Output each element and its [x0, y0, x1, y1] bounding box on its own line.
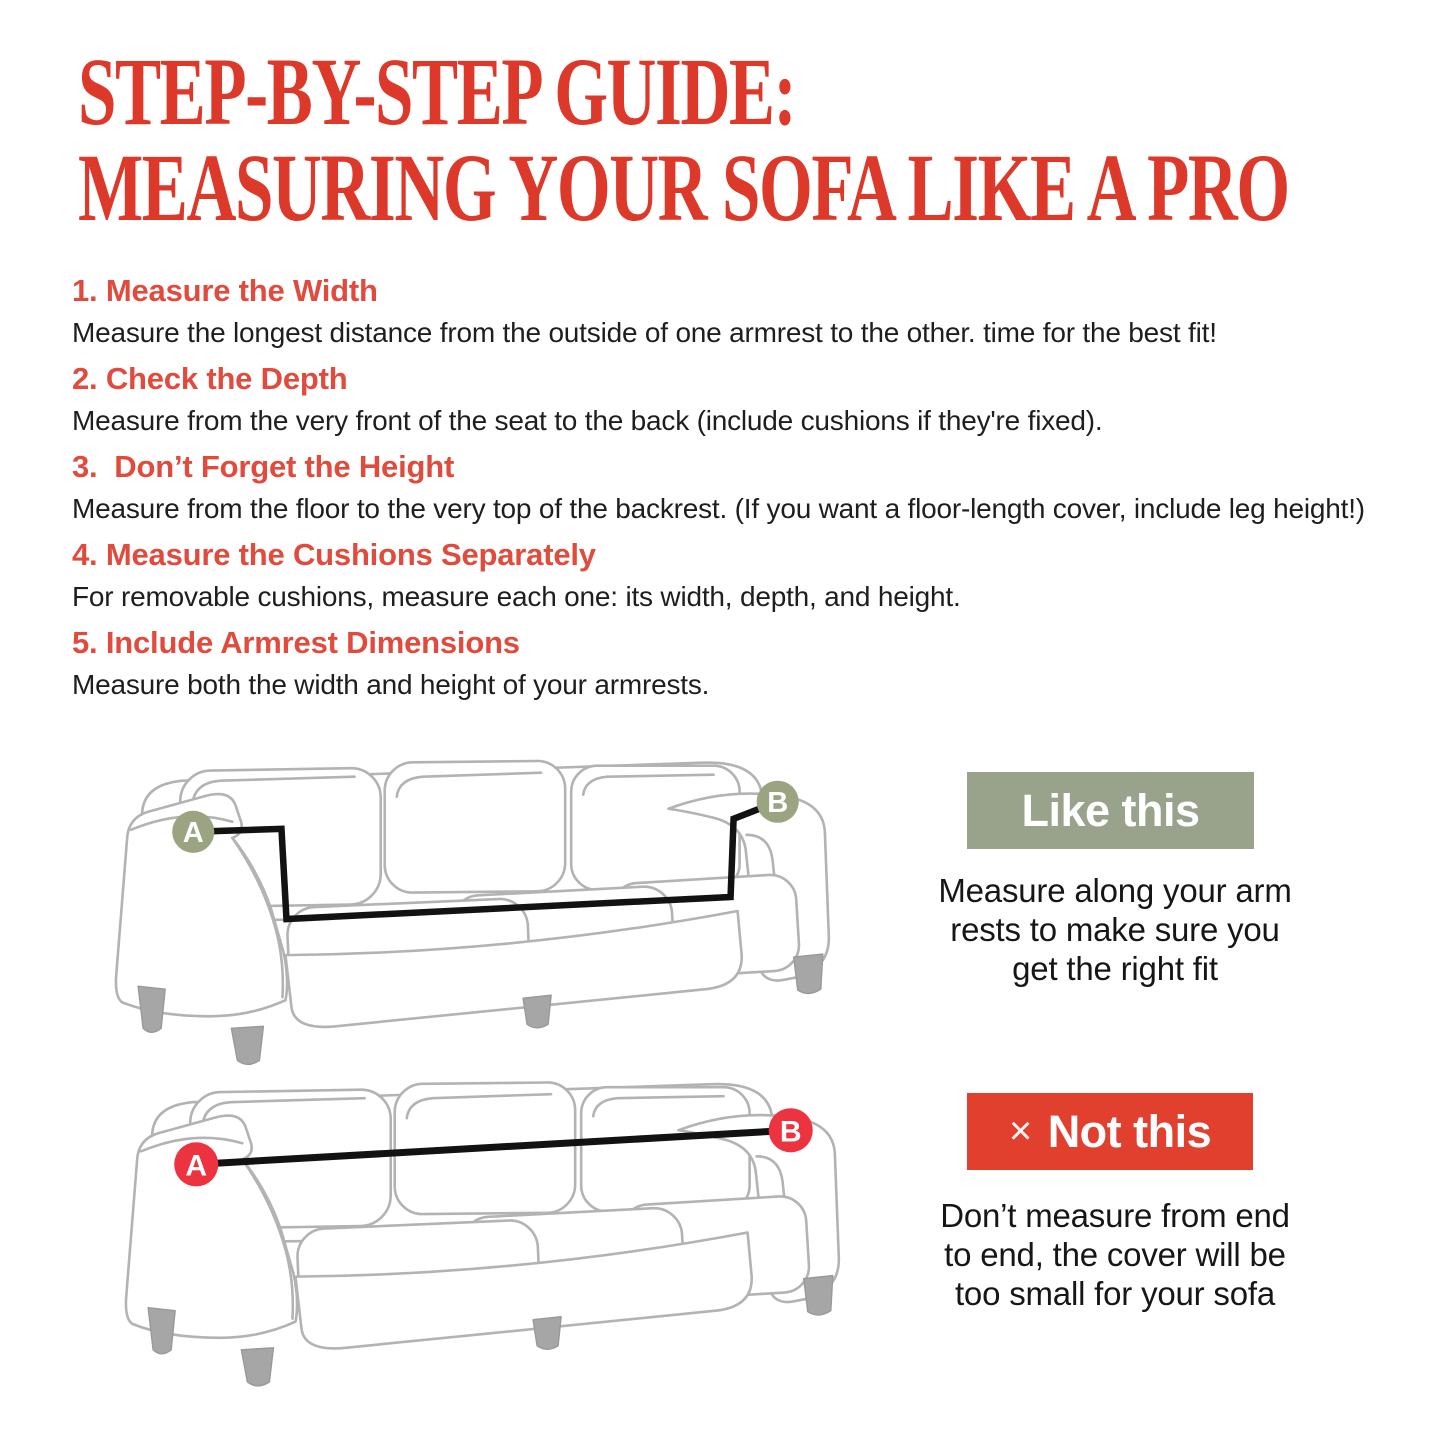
like-this-caption-line-3: get the right fit — [1012, 950, 1218, 987]
marker-b-label: B — [779, 1115, 802, 1149]
not-this-badge-label: Not this — [1047, 1105, 1212, 1157]
step-1-heading: 1. Measure the Width — [72, 273, 378, 308]
step-2-heading: 2. Check the Depth — [72, 361, 348, 396]
correct-sofa-illustration — [92, 738, 904, 1075]
step-3-heading: 3. Don’t Forget the Height — [72, 449, 455, 484]
marker-a-label: A — [182, 816, 204, 849]
page-title — [78, 38, 1445, 241]
marker-b-label: B — [767, 786, 789, 819]
page-title-line-1: STEP-BY-STEP GUIDE: — [78, 38, 796, 145]
steps-list — [72, 262, 1402, 711]
not-this-caption-line-2: to end, the cover will be — [944, 1236, 1286, 1273]
like-this-badge — [967, 772, 1254, 849]
step-5-body: Measure both the width and height of your armrests. — [72, 669, 710, 700]
step-3-body: Measure from the floor to the very top of the backrest. (If you want a floor-length cover, include leg height!) — [72, 493, 1365, 524]
marker-a-label: A — [185, 1149, 208, 1183]
step-4-heading: 4. Measure the Cushions Separately — [72, 537, 596, 572]
step-2-body: Measure from the very front of the seat to the back (include cushions if they're fixed). — [72, 405, 1103, 436]
x-mark-icon: × — [1008, 1109, 1032, 1153]
not-this-caption-line-3: too small for your sofa — [954, 1275, 1276, 1312]
sofa-line-art — [126, 1082, 839, 1386]
like-this-caption-line-2: rests to make sure you — [950, 911, 1280, 948]
page-title-line-2: MEASURING YOUR SOFA LIKE A PRO — [78, 134, 1289, 241]
incorrect-sofa-illustration — [102, 1058, 914, 1398]
like-this-caption-line-1: Measure along your arm — [938, 872, 1292, 909]
not-this-caption — [915, 1196, 1315, 1313]
step-4-body: For removable cushions, measure each one: its width, depth, and height. — [72, 581, 961, 612]
not-this-caption-line-1: Don’t measure from end — [940, 1197, 1290, 1234]
like-this-badge-label: Like this — [1021, 784, 1200, 836]
not-this-badge — [967, 1093, 1253, 1170]
step-5-heading: 5. Include Armrest Dimensions — [72, 625, 520, 660]
like-this-caption — [920, 871, 1310, 988]
step-1-body: Measure the longest distance from the outside of one armrest to the other. time for the best fit! — [72, 317, 1217, 348]
